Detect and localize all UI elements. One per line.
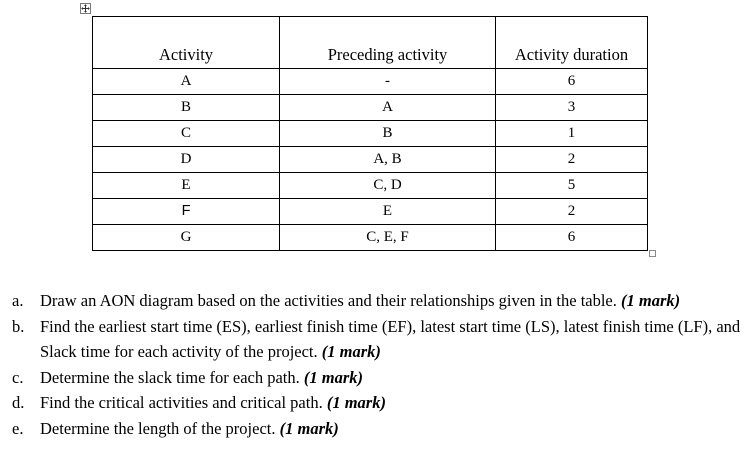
cell-duration: 6: [496, 69, 648, 95]
cell-activity: F: [93, 199, 280, 225]
cell-activity: G: [93, 225, 280, 251]
cell-preceding: E: [280, 199, 496, 225]
question-mark: (1 mark): [303, 367, 364, 387]
cell-duration: 6: [496, 225, 648, 251]
cell-duration: 2: [496, 147, 648, 173]
question-label: c.: [12, 367, 24, 387]
cell-preceding: A, B: [280, 147, 496, 173]
move-arrows-icon: [81, 4, 90, 13]
question-item: [10, 416, 745, 442]
cell-preceding: A: [280, 95, 496, 121]
question-mark: (1 mark): [321, 342, 381, 361]
table-header-row: [93, 17, 648, 69]
table-resize-handle[interactable]: [649, 250, 656, 257]
question-list: [10, 288, 745, 441]
table-row: [93, 121, 648, 147]
cell-preceding: B: [280, 121, 496, 147]
header-activity-duration: Activity duration: [496, 17, 648, 69]
table-row: [93, 199, 648, 225]
question-item: [10, 288, 745, 314]
question-text: Determine the slack time for each path.: [40, 367, 304, 387]
question-label: a.: [12, 291, 24, 310]
question-label: d.: [12, 393, 25, 412]
question-mark: (1 mark): [279, 418, 339, 438]
question-text: Draw an AON diagram based on the activities and their relationships given in the table.: [40, 291, 622, 310]
table-row: [93, 69, 648, 95]
cell-preceding: C, D: [280, 173, 496, 199]
cell-activity: B: [93, 95, 280, 121]
cell-activity: A: [93, 69, 280, 95]
question-label: b.: [12, 316, 25, 336]
question-mark: (1 mark): [621, 291, 681, 310]
question-item: [10, 314, 745, 365]
cell-duration: 2: [496, 199, 648, 225]
cell-duration: 1: [496, 121, 648, 147]
table-row: [93, 147, 648, 173]
cell-activity: D: [93, 147, 280, 173]
question-mark: (1 mark): [326, 393, 386, 412]
header-preceding-activity: Preceding activity: [280, 17, 496, 69]
question-text: Find the earliest start time (ES), earliest finish time (EF), latest start time (LS), latest finish time (LF), and Slack time for each activity of the project.: [40, 316, 741, 361]
cell-preceding: C, E, F: [280, 225, 496, 251]
cell-activity: C: [93, 121, 280, 147]
table-move-handle[interactable]: [80, 3, 91, 14]
cell-duration: 3: [496, 95, 648, 121]
question-label: e.: [12, 418, 24, 438]
table-row: [93, 95, 648, 121]
question-item: [10, 390, 745, 416]
question-text: Determine the length of the project.: [40, 418, 280, 438]
cell-activity: E: [93, 173, 280, 199]
table-row: [93, 225, 648, 251]
cell-preceding: -: [280, 69, 496, 95]
cell-duration: 5: [496, 173, 648, 199]
question-text: Find the critical activities and critical path.: [40, 393, 327, 412]
table-row: [93, 173, 648, 199]
question-item: [10, 365, 745, 391]
header-activity: Activity: [93, 17, 280, 69]
activity-table: [92, 16, 648, 251]
